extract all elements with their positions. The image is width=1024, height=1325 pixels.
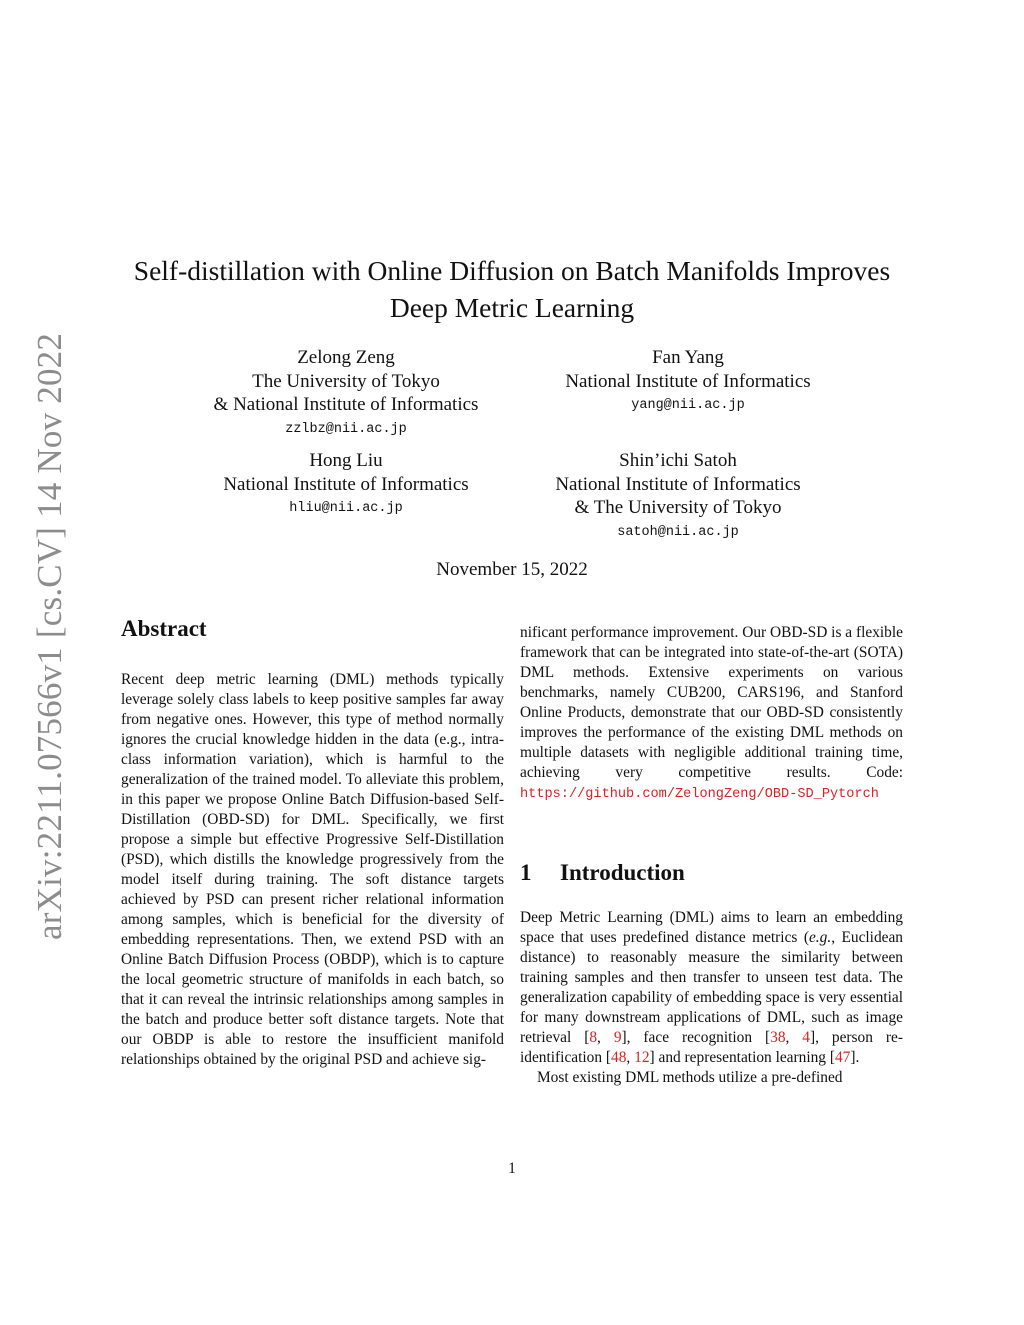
author-affiliation: The University of Tokyo [252,370,440,392]
intro-text: ]. [850,1049,860,1066]
intro-text: ] and representation learning [ [649,1049,835,1066]
abstract-text-right [520,623,903,805]
intro-text: ], person re-identification [ [520,1029,903,1066]
intro-text: Deep Metric Learning (DML) aims to learn an embedding space that uses predefined distance metrics ( [520,909,903,946]
author-block-3 [176,449,516,522]
section-heading-introduction [520,860,685,886]
author-name: Hong Liu [309,450,383,471]
intro-text-italic: e.g. [808,929,832,946]
introduction-text [520,908,903,1088]
author-affiliation: National Institute of Informatics [555,473,801,495]
section-number: 1 [520,860,532,885]
intro-text: , Euclidean distance) to reasonably measure the similarity between training samples and then transfer to unseen test data. The generalization capability of embedding space is very essential for many downstream applications of DML, such as image retrieval [ [520,929,904,1046]
citation-link[interactable]: 4 [802,1029,810,1046]
author-name: Zelong Zeng [297,347,395,368]
abstract-text-left: Recent deep metric learning (DML) methods typically leverage solely class labels to keep positive samples far away from negative ones. However, this type of method normally ignores the crucial knowledge hidden in the data (e.g., intra-class information variation), which is harmful to the generalization of the trained model. To alleviate this problem, in this paper we propose Online Batch Diffusion-based Self-Distillation (OBD-SD) for DML. Specifically, we first propose a simple but effective Progressive Self-Distillation (PSD), which distills the knowledge progressively from the model itself during training. The soft distance targets achieved by PSD can present richer relational information among samples, which is beneficial for the diversity of embedding representations. Then, we extend PSD with an Online Batch Diffusion Process (OBDP), which is to capture the local geometric structure of manifolds in each batch, so that it can reveal the intrinsic relationships among samples in the batch and produce better soft distance targets. Note that our OBDP is able to restore the insufficient manifold relationships obtained by the original PSD and achieve sig- [121,671,504,1068]
author-affiliation: National Institute of Informatics [565,370,811,392]
citation-link[interactable]: 9 [613,1029,622,1046]
author-name: Fan Yang [652,347,724,368]
author-email[interactable]: yang@nii.ac.jp [631,398,745,413]
citation-link[interactable]: 48 [611,1049,627,1066]
title-line-2: Deep Metric Learning [389,292,635,323]
publication-date: November 15, 2022 [436,559,588,580]
author-name: Shin’ichi Satoh [619,450,737,471]
author-affiliation: National Institute of Informatics [223,473,469,495]
section-title: Introduction [560,860,685,885]
title-line-1: Self-distillation with Online Diffusion on Batch Manifolds Improves [133,255,891,286]
intro-text: ], face recognition [ [621,1029,771,1046]
page-number: 1 [508,1160,516,1177]
author-block-2 [528,346,848,419]
author-affiliation: & The University of Tokyo [574,497,782,518]
author-block-1 [176,346,516,443]
intro-paragraph-1: Deep Metric Learning (DML) aims to learn an embedding space that uses predefined distance metrics (e.g., Euclidean distance) to reasonably measure the similarity between training samples and then transfer to unseen test data. The generalization capability of embedding space is very essential for many downstream applications of DML, such as image retrieval [8, 9], face recognition [38, 4], person re-identification [48, 12] and representation learning [47]. [520,909,904,1066]
author-block-4 [518,449,838,546]
author-affiliation: & National Institute of Informatics [213,394,479,415]
abstract-continuation: nificant performance improvement. Our OBD-SD is a flexible framework that can be integrated into state-of-the-art (SOTA) DML methods. Extensive experiments on various benchmarks, namely CUB200, CARS196, and Stanford Online Products, demonstrate that our OBD-SD consistently improves the performance of the existing DML methods on multiple datasets with negligible additional training time, achieving very competitive results. Code: [520,624,903,781]
citation-link[interactable]: 38 [770,1029,786,1046]
author-email[interactable]: hliu@nii.ac.jp [289,501,403,516]
author-email[interactable]: zzlbz@nii.ac.jp [285,421,407,437]
code-link[interactable]: https://github.com/ZelongZeng/OBD-SD_Pytorch [520,787,879,802]
citation-link[interactable]: 47 [834,1049,851,1066]
paper-title [100,252,924,326]
abstract-heading: Abstract [121,616,207,641]
citation-link[interactable]: 12 [634,1049,650,1066]
author-email[interactable]: satoh@nii.ac.jp [617,524,739,540]
intro-paragraph-2: Most existing DML methods utilize a pre-defined [537,1069,843,1086]
arxiv-identifier: arXiv:2211.07566v1 [cs.CV] 14 Nov 2022 [30,332,69,940]
citation-link[interactable]: 8 [589,1029,598,1046]
